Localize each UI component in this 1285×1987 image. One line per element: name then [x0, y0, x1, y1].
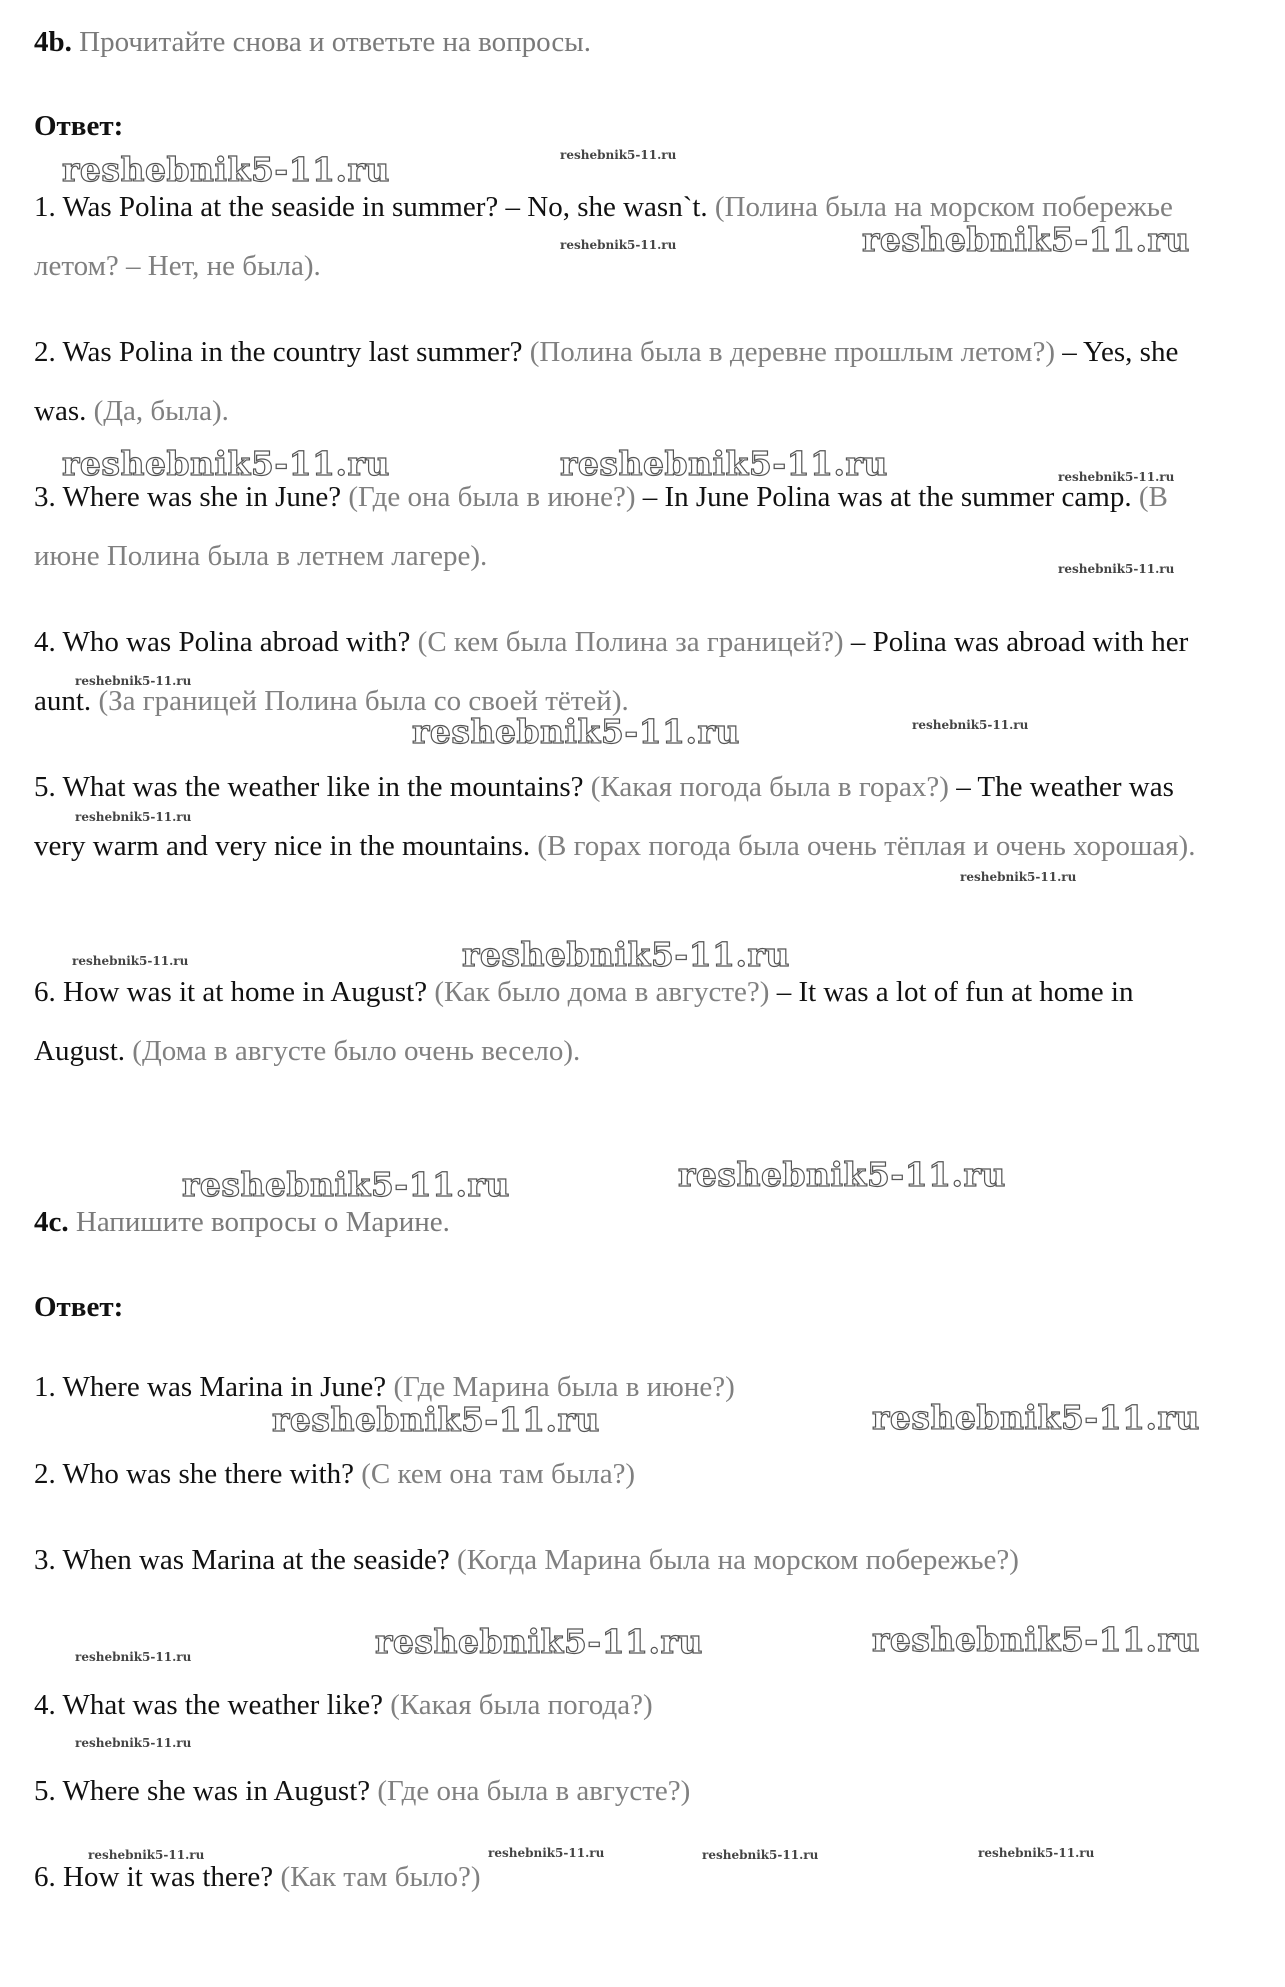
watermark: reshebnik5-11.ru	[462, 935, 790, 974]
question-ru: (Где она была в августе?)	[377, 1775, 691, 1807]
watermark: reshebnik5-11.ru	[560, 148, 677, 162]
watermark: reshebnik5-11.ru	[375, 1622, 703, 1661]
question-ru: (Полина была в деревне прошлым летом?)	[529, 336, 1056, 368]
answer-ru: (В горах погода была очень тёплая и очень хорошая).	[537, 830, 1196, 862]
question-item-4c-2	[34, 1445, 1214, 1504]
answer-en: – The weather was very warm and very nice in the mountains.	[34, 771, 1174, 862]
answer-item-4b-6	[34, 963, 1214, 1081]
watermark: reshebnik5-11.ru	[488, 1846, 605, 1860]
watermark: reshebnik5-11.ru	[978, 1846, 1095, 1860]
answer-item-4b-3	[34, 468, 1214, 586]
question-en: 2. Was Polina in the country last summer?	[34, 336, 523, 368]
question-en: 3. When was Marina at the seaside?	[34, 1544, 450, 1576]
watermark: reshebnik5-11.ru	[62, 444, 390, 483]
question-ru: (Где она была в июне?)	[348, 481, 636, 513]
watermark: reshebnik5-11.ru	[560, 238, 677, 252]
watermark: reshebnik5-11.ru	[75, 674, 192, 688]
watermark: reshebnik5-11.ru	[72, 954, 189, 968]
answer-en: – In June Polina was at the summer camp.	[642, 481, 1132, 513]
question-ru: (Как там было?)	[280, 1861, 481, 1893]
watermark: reshebnik5-11.ru	[960, 870, 1077, 884]
answer-ru: (Дома в августе было очень весело).	[132, 1035, 581, 1067]
section-4b-task: Прочитайте снова и ответьте на вопросы.	[79, 26, 592, 58]
question-en: 6. How it was there?	[34, 1861, 274, 1893]
question-item-4c-3	[34, 1531, 1214, 1590]
question-en: 1. Was Polina at the seaside in summer? – No, she wasn`t.	[34, 191, 708, 223]
question-ru: (Какая погода была в горах?)	[590, 771, 949, 803]
question-ru: (Как было дома в августе?)	[434, 976, 770, 1008]
watermark: reshebnik5-11.ru	[75, 1650, 192, 1664]
question-item-4c-4	[34, 1676, 1214, 1735]
question-en: 3. Where was she in June?	[34, 481, 342, 513]
watermark: reshebnik5-11.ru	[872, 1620, 1200, 1659]
answer-en: – It was a lot of fun at home in August.	[34, 976, 1134, 1067]
question-en: 1. Where was Marina in June?	[34, 1371, 387, 1403]
answer-ru: (Да, была).	[93, 395, 229, 427]
watermark: reshebnik5-11.ru	[1058, 470, 1175, 484]
answer-ru: (За границей Полина была со своей тётей).	[98, 685, 629, 717]
watermark: reshebnik5-11.ru	[912, 718, 1029, 732]
question-en: 4. What was the weather like?	[34, 1689, 383, 1721]
watermark: reshebnik5-11.ru	[678, 1155, 1006, 1194]
question-ru: (Когда Марина была на морском побережье?)	[457, 1544, 1019, 1576]
watermark: reshebnik5-11.ru	[272, 1400, 600, 1439]
watermark: reshebnik5-11.ru	[560, 444, 888, 483]
section-4c-answer-label: Ответ:	[34, 1291, 124, 1323]
question-ru: (Какая была погода?)	[390, 1689, 653, 1721]
question-ru: (С кем была Полина за границей?)	[417, 626, 844, 658]
question-en: 2. Who was she there with?	[34, 1458, 354, 1490]
question-item-4c-5	[34, 1762, 1214, 1821]
watermark: reshebnik5-11.ru	[412, 712, 740, 751]
watermark: reshebnik5-11.ru	[182, 1165, 510, 1204]
answer-ru: (В июне Полина была в летнем лагере).	[34, 481, 1168, 572]
answer-en: – Polina was abroad with her aunt.	[34, 626, 1189, 717]
question-en: 5. Where she was in August?	[34, 1775, 371, 1807]
watermark: reshebnik5-11.ru	[88, 1848, 205, 1862]
question-ru: (Где Марина была в июне?)	[393, 1371, 735, 1403]
watermark: reshebnik5-11.ru	[872, 1398, 1200, 1437]
question-en: 6. How was it at home in August?	[34, 976, 428, 1008]
answer-en: – Yes, she was.	[34, 336, 1179, 427]
question-en: 4. Who was Polina abroad with?	[34, 626, 411, 658]
question-ru: (С кем она там была?)	[361, 1458, 636, 1490]
question-ru: (Полина была на морском побережье летом? – Нет, не была).	[34, 191, 1173, 282]
section-4c-heading	[34, 1202, 450, 1242]
question-en: 5. What was the weather like in the mountains?	[34, 771, 584, 803]
watermark: reshebnik5-11.ru	[702, 1848, 819, 1862]
section-4b-heading	[34, 22, 591, 62]
watermark: reshebnik5-11.ru	[75, 810, 192, 824]
answer-item-4b-5	[34, 758, 1214, 876]
answer-item-4b-2	[34, 323, 1214, 441]
section-4b-answer-label: Ответ:	[34, 110, 124, 142]
section-4b-number: 4b.	[34, 26, 72, 58]
section-4c-task: Напишите вопросы о Марине.	[75, 1206, 450, 1238]
watermark: reshebnik5-11.ru	[1058, 562, 1175, 576]
section-4c-number: 4c.	[34, 1206, 69, 1238]
watermark: reshebnik5-11.ru	[62, 150, 390, 189]
watermark: reshebnik5-11.ru	[862, 220, 1190, 259]
watermark: reshebnik5-11.ru	[75, 1736, 192, 1750]
